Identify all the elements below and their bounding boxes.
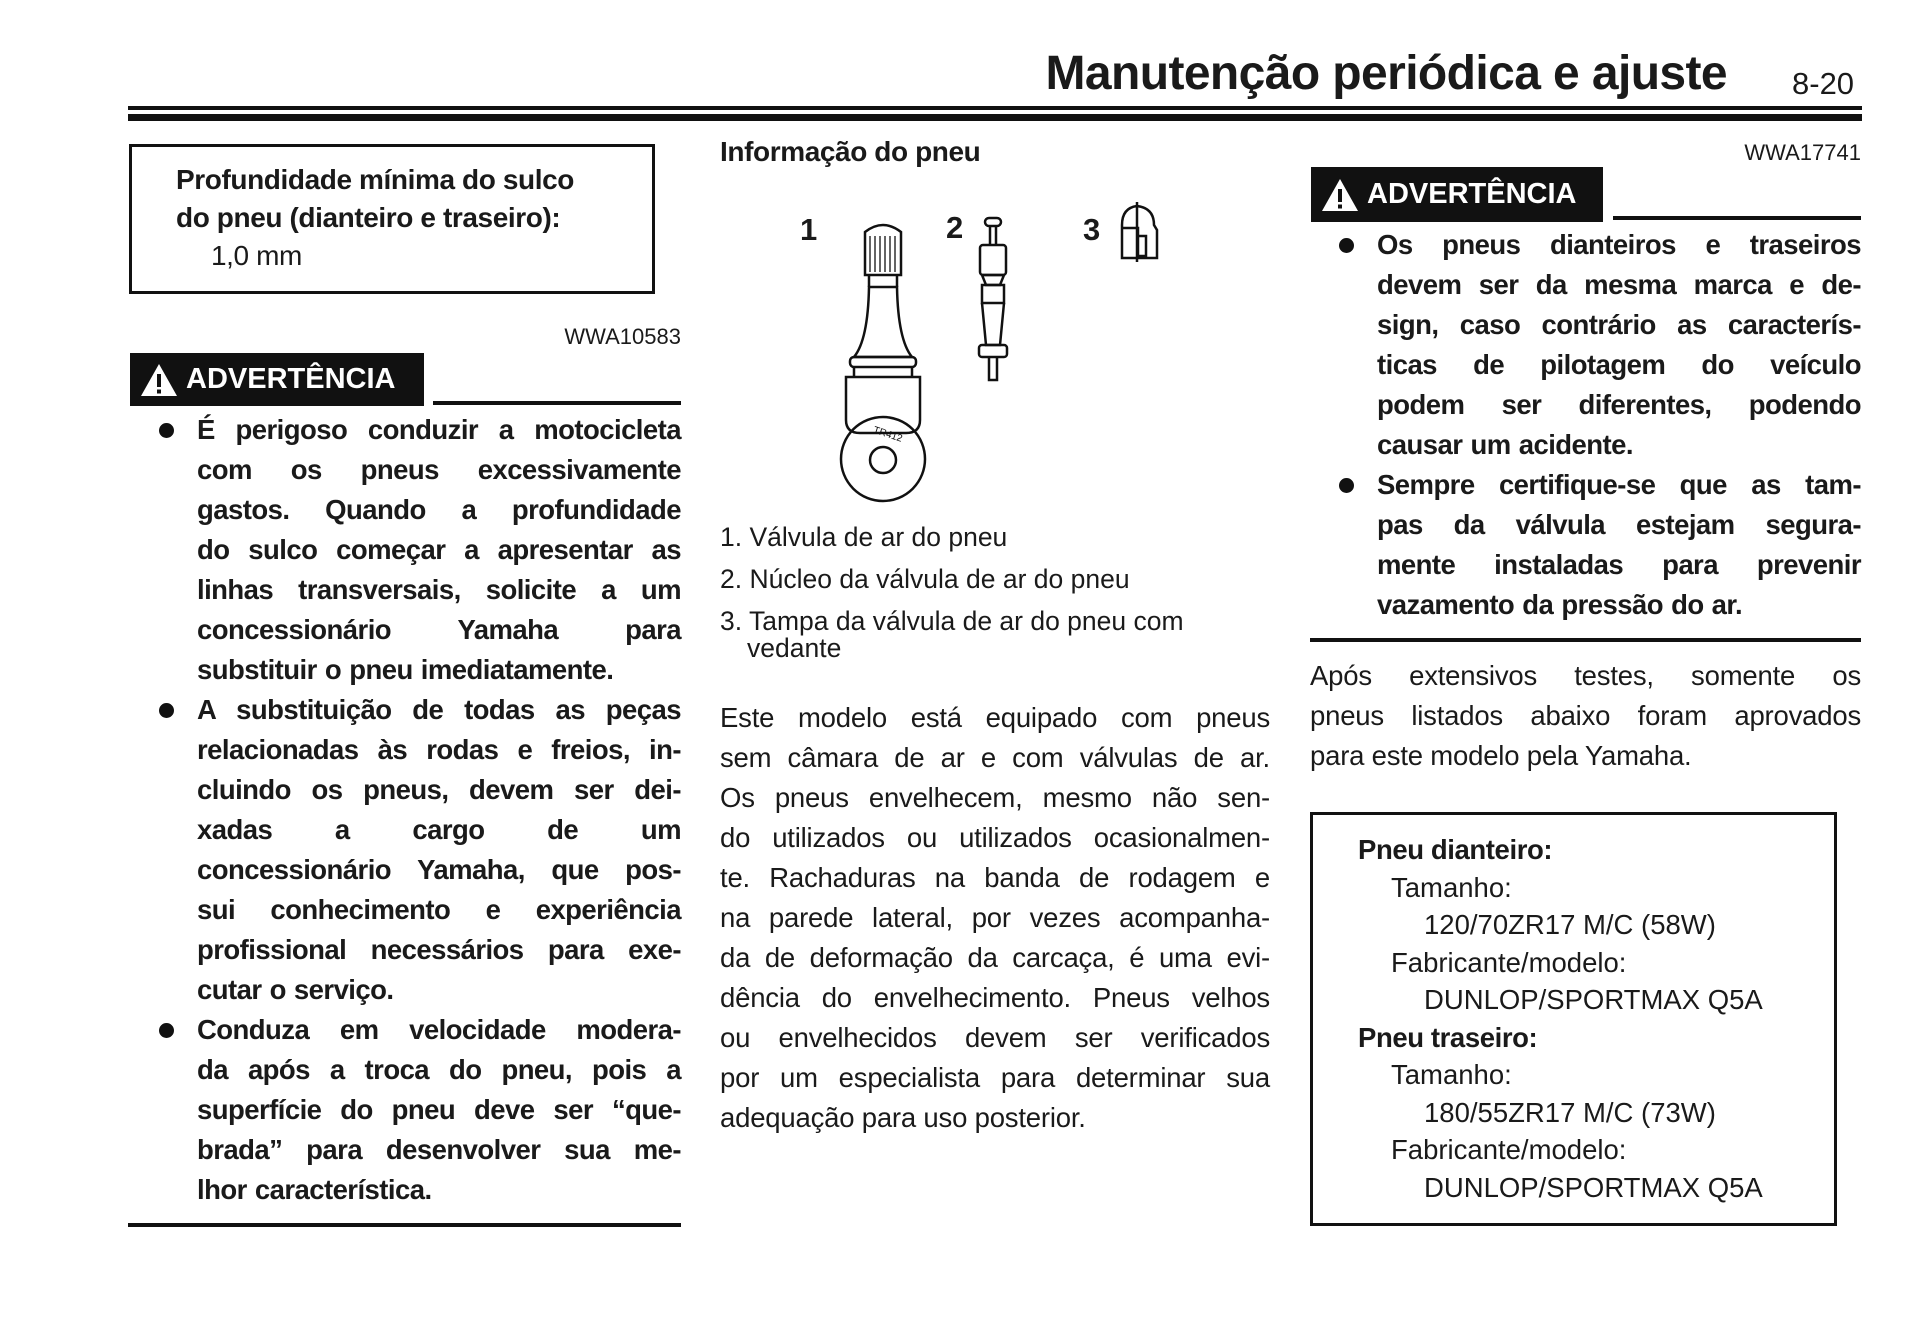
paragraph-line: ou envelhecidos devem ser verificados: [720, 1022, 1270, 1053]
paragraph-line: sem câmara de ar e com válvulas de ar.: [720, 742, 1270, 773]
bullet-item: [1377, 465, 1861, 625]
figure-caption: 1. Válvula de ar do pneu: [720, 522, 1008, 552]
bullet-line: causar um acidente.: [1377, 429, 1633, 460]
warning-bullets: [1377, 225, 1861, 625]
air-valve-icon: [841, 225, 925, 501]
warning-end-rule: [1310, 638, 1861, 642]
bullet-item: [197, 690, 681, 1010]
page-title: Manutenção periódica e ajuste: [1045, 47, 1727, 100]
bullet-icon: [159, 703, 174, 718]
bullet-line: podem ser diferentes, podendo: [1377, 389, 1861, 420]
bullet-line: do sulco começar a apresentar as: [197, 534, 681, 565]
warning-triangle-icon: [1321, 178, 1359, 212]
header-rule-thick: [128, 114, 1862, 121]
bullet-line: A substituição de todas as peças: [197, 694, 681, 725]
rear-maker-label: Fabricante/modelo:: [1391, 1134, 1627, 1165]
paragraph-line: Este modelo está equipado com pneus: [720, 702, 1270, 733]
bullet-line: profissional necessários para exe-: [197, 934, 681, 965]
warning-code: WWA17741: [1744, 140, 1861, 165]
paragraph-line: na parede lateral, por vezes acompanha-: [720, 902, 1270, 933]
front-maker-label: Fabricante/modelo:: [1391, 946, 1627, 978]
bullet-line: É perigoso conduzir a motocicleta: [197, 414, 681, 445]
bullet-icon: [159, 1023, 174, 1038]
warning-triangle-icon: [140, 363, 178, 397]
tread-depth-label-line: Profundidade mínima do sulco: [176, 164, 574, 195]
tire-spec-box: [1310, 812, 1837, 1226]
page-number: 8-20: [1792, 66, 1855, 101]
figure-caption: 3. Tampa da válvula de ar do pneu com: [720, 606, 1184, 636]
paragraph-line: para este modelo pela Yamaha.: [1310, 740, 1692, 771]
figure-captions: [720, 520, 1280, 665]
paragraph-line: do utilizados ou utilizados ocasionalmen-: [720, 822, 1270, 853]
bullet-item: [197, 410, 681, 690]
bullet-line: pas da válvula estejam segura-: [1377, 509, 1861, 540]
front-maker-value: DUNLOP/SPORTMAX Q5A: [1424, 984, 1763, 1015]
bullet-line: substituir o pneu imediatamente.: [197, 654, 614, 685]
bullet-line: superfície do pneu deve ser “que-: [197, 1094, 681, 1125]
bullet-line: cutar o serviço.: [197, 974, 394, 1005]
bullet-line: vazamento da pressão do ar.: [1377, 589, 1743, 620]
valve-core-icon: [979, 218, 1007, 380]
warning-label-text: ADVERTÊNCIA: [186, 363, 396, 395]
bullet-icon: [1339, 478, 1354, 493]
paragraph-line: dência do envelhecimento. Pneus velhos: [720, 982, 1270, 1013]
header-rule-thin: [128, 106, 1862, 110]
bullet-line: sign, caso contrário as caracterís-: [1377, 309, 1861, 340]
bullet-line: com os pneus excessivamente: [197, 454, 681, 485]
paragraph-line: adequação para uso posterior.: [720, 1102, 1086, 1133]
warning-label: [1311, 167, 1603, 222]
bullet-item: [1377, 225, 1861, 465]
paragraph-line: da de deformação da carcaça, é uma evi-: [720, 942, 1270, 973]
figure-caption: 2. Núcleo da válvula de ar do pneu: [720, 564, 1130, 594]
bullet-icon: [1339, 238, 1354, 253]
warning-label-text: ADVERTÊNCIA: [1367, 178, 1577, 210]
paragraph-line: por um especialista para determinar sua: [720, 1062, 1270, 1093]
paragraph-line: pneus listados abaixo foram aprovados: [1310, 700, 1861, 731]
warning-divider: [1613, 216, 1861, 220]
approved-tires-paragraph: [1310, 656, 1861, 776]
bullet-line: devem ser da mesma marca e de-: [1377, 269, 1861, 300]
bullet-line: lhor característica.: [197, 1174, 432, 1205]
tread-depth-value: 1,0 mm: [211, 240, 302, 271]
bullet-line: Sempre certifique-se que as tam-: [1377, 469, 1861, 500]
tread-depth-box: [129, 144, 655, 294]
front-size-label: Tamanho:: [1391, 871, 1512, 903]
section-heading: Informação do pneu: [720, 136, 981, 167]
rear-size-value: 180/55ZR17 M/C (73W): [1424, 1096, 1716, 1128]
figure-label-1: 1: [800, 212, 818, 247]
washer-marking: TR412: [871, 424, 904, 445]
warning-end-rule: [128, 1223, 681, 1227]
bullet-line: concessionário Yamaha, que pos-: [197, 854, 681, 885]
bullet-line: concessionário Yamaha para: [197, 614, 681, 645]
bullet-line: brada” para desenvolver sua me-: [197, 1134, 681, 1165]
bullet-line: Conduza em velocidade modera-: [197, 1014, 681, 1045]
rear-tire-heading: Pneu traseiro:: [1358, 1021, 1538, 1053]
bullet-line: da após a troca do pneu, pois a: [197, 1054, 681, 1085]
valve-cap-icon: [1122, 202, 1157, 262]
bullet-line: sui conhecimento e experiência: [197, 894, 681, 925]
bullet-line: relacionadas às rodas e freios, in-: [197, 734, 681, 765]
body-paragraph: [720, 698, 1270, 1138]
tread-depth-label-line: do pneu (dianteiro e traseiro):: [176, 202, 561, 233]
rear-size-label: Tamanho:: [1391, 1059, 1512, 1090]
warning-label: [130, 353, 424, 406]
bullet-line: Os pneus dianteiros e traseiros: [1377, 229, 1861, 260]
front-size-value: 120/70ZR17 M/C (58W): [1424, 909, 1716, 940]
figure-label-3: 3: [1083, 212, 1101, 247]
bullet-line: mente instaladas para prevenir: [1377, 549, 1861, 580]
valve-figure: [720, 200, 1270, 510]
bullet-icon: [159, 423, 174, 438]
bullet-line: xadas a cargo de um: [197, 814, 681, 845]
figure-label-2: 2: [946, 210, 964, 245]
bullet-line: gastos. Quando a profundidade: [197, 494, 681, 525]
front-tire-heading: Pneu dianteiro:: [1358, 834, 1553, 865]
bullet-line: linhas transversais, solicite a um: [197, 574, 681, 605]
warning-code: WWA10583: [564, 324, 681, 349]
paragraph-line: Após extensivos testes, somente os: [1310, 660, 1861, 691]
warning-divider: [433, 401, 681, 405]
rear-maker-value: DUNLOP/SPORTMAX Q5A: [1424, 1171, 1763, 1203]
bullet-line: ticas de pilotagem do veículo: [1377, 349, 1861, 380]
bullet-line: cluindo os pneus, devem ser dei-: [197, 774, 681, 805]
paragraph-line: te. Rachaduras na banda de rodagem e: [720, 862, 1270, 893]
warning-bullets: [197, 410, 681, 1210]
paragraph-line: Os pneus envelhecem, mesmo não sen-: [720, 782, 1270, 813]
figure-caption: vedante: [747, 633, 842, 663]
bullet-item: [197, 1010, 681, 1210]
